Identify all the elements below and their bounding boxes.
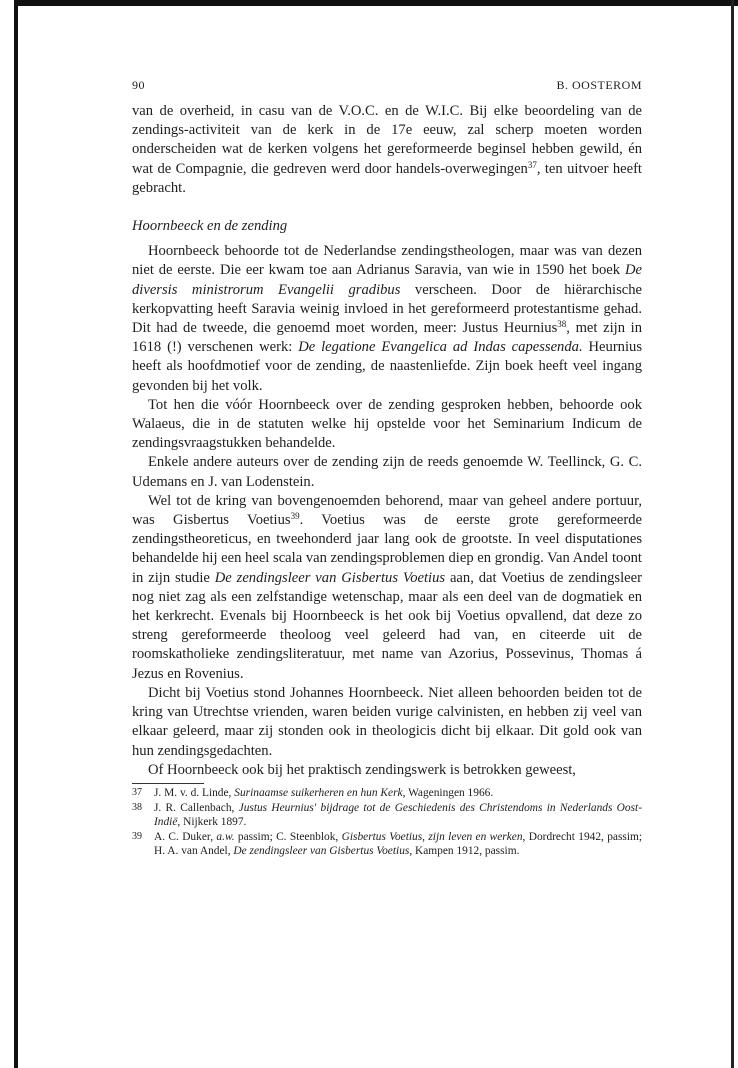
footnote-number: 39	[132, 830, 142, 842]
book-title: Justus Heurnius' bijdrage tot de Geschiedenis des Christendoms in Nederlands Oost-Indië	[154, 801, 642, 829]
footnote-number: 38	[132, 801, 142, 813]
book-title: De diversis ministrorum Evangelii gradibus	[132, 262, 642, 298]
text-run: passim; C. Steenblok,	[234, 830, 342, 843]
book-title: De zendingsleer van Gisbertus Voetius	[233, 845, 410, 858]
page	[132, 78, 642, 859]
section-heading: Hoornbeeck en de zending	[132, 218, 288, 235]
text-run: J. R. Callenbach,	[154, 801, 239, 814]
footnote-ref-37: 37	[527, 159, 537, 170]
paragraph-2	[132, 242, 642, 396]
paragraph-3	[132, 396, 642, 454]
paragraph-4	[132, 453, 642, 491]
book-title: De legatione Evangelica ad Indas capessenda.	[298, 339, 583, 356]
text-run: . Voetius was de eerste grote gereformeerde zendingstheoreticus, en tweehonderd jaar lang ook de grootste. In veel disputationes behandelde hij een heel scala van zendingsproblemen diep en grondig. Van Andel toont in zijn studie	[132, 512, 643, 586]
text-run: Heurnius heeft als hoofdmotief voor de zending, de naastenliefde. Zijn boek heeft veel ingang gevonden bij het volk.	[132, 339, 643, 394]
paragraph-6	[132, 684, 642, 761]
paragraph-5	[132, 492, 642, 684]
text-run: , Nijkerk 1897.	[177, 816, 247, 829]
footnote-38	[132, 801, 642, 830]
text-run: verscheen. Door de hiërarchische kerkopvatting heeft Saravia weinig invloed in het gereformeerd protestantisme gehad. Dit had de tweede, die genoemd moet worden, meer: Justus Heurnius	[132, 281, 643, 337]
scan-border-left	[14, 0, 18, 1068]
running-head	[132, 78, 642, 96]
footnotes	[132, 786, 642, 859]
text-run: Enkele andere auteurs over de zending zijn de reeds genoemde W. Teellinck, G. C. Udemans en J. van Lodenstein.	[132, 454, 642, 490]
page-number: 90	[132, 78, 145, 92]
footnote-39	[132, 830, 642, 859]
text-run: A. C. Duker,	[154, 830, 217, 843]
text-run: van de overheid, in casu van de V.O.C. en de W.I.C. Bij elke beoordeling van de zendings-activiteit van de kerk in de 17e eeuw, zal scherp moeten worden onderscheiden wat de kerken volgens het gereformeerde beginsel hebben gewild, én wat de Compagnie, die gedreven werd door handels-overwegingen	[132, 103, 642, 177]
text-run: , Kampen 1912, passim.	[409, 845, 520, 858]
text-run: Tot hen die vóór Hoornbeeck over de zending gesproken hebben, behoorde ook Walaeus, die in de statuten welke hij opstelde voor het Seminarium Indicum de zendingsvraagstukken behandelde.	[132, 396, 642, 452]
abbreviation: a.w.	[216, 830, 235, 843]
book-title: Gisbertus Voetius, zijn leven en werken	[341, 830, 523, 843]
text-run: Of Hoornbeeck ook bij het praktisch zendingswerk is betrokken geweest,	[148, 761, 576, 778]
text-run: Hoornbeeck behoorde tot de Nederlandse zendingstheologen, maar was van dezen niet de eerste. Die eer kwam toe aan Adrianus Saravia, van wie in 1590 het boek	[132, 243, 642, 279]
paragraph-7	[132, 761, 642, 780]
footnote-37	[132, 786, 642, 801]
paragraph-1	[132, 102, 642, 198]
footnote-ref-38: 38	[557, 319, 567, 330]
text-run: , met zijn in 1618 (!) verschenen werk:	[132, 320, 642, 356]
text-run: aan, dat Voetius de zendingsleer nog niet zag als een zelfstandige wetenschap, maar als een deel van de dogmatiek en het kerkrecht. Evenals bij Hoornbeeck is het ook bij Voetius opvallend, dat deze zo streng gereformeerde theoloog veel geleerd had van, en citeerde uit de roomskatholieke zendingsliteratuur, met name van Azorius, Possevinus, Thomas á Jezus en Rovenius.	[132, 569, 642, 682]
text-run: Wel tot de kring van bovengenoemden behorend, maar van geheel andere portuur, was Gisbertus Voetius	[132, 492, 642, 529]
footnote-number: 37	[132, 786, 142, 798]
scan-border-right	[731, 0, 734, 1068]
text-run: J. M. v. d. Linde,	[154, 786, 235, 799]
text-run: Dicht bij Voetius stond Johannes Hoornbeeck. Niet alleen behoorden beiden tot de kring van Utrechtse vrienden, waren beiden vurige calvinisten, en hebben zij veel van elkaar geleerd, maar zij stonden ook in theologicis dicht bij elkaar. Dit gold ook van hun zendingsgedachten.	[132, 684, 642, 759]
text-run: , Dordrecht 1942, passim; H. A. van Andel,	[154, 830, 643, 858]
footnote-ref-39: 39	[290, 511, 300, 522]
text-run: , ten uitvoer heeft gebracht.	[132, 160, 642, 196]
book-title: De zendingsleer van Gisbertus Voetius	[214, 569, 446, 586]
scan-border-top	[14, 0, 738, 6]
running-head-author: B. OOSTEROM	[556, 78, 642, 92]
book-title: Surinaamse suikerheren en hun Kerk	[234, 786, 403, 799]
footnote-divider	[132, 783, 204, 784]
text-run: , Wageningen 1966.	[402, 786, 494, 799]
